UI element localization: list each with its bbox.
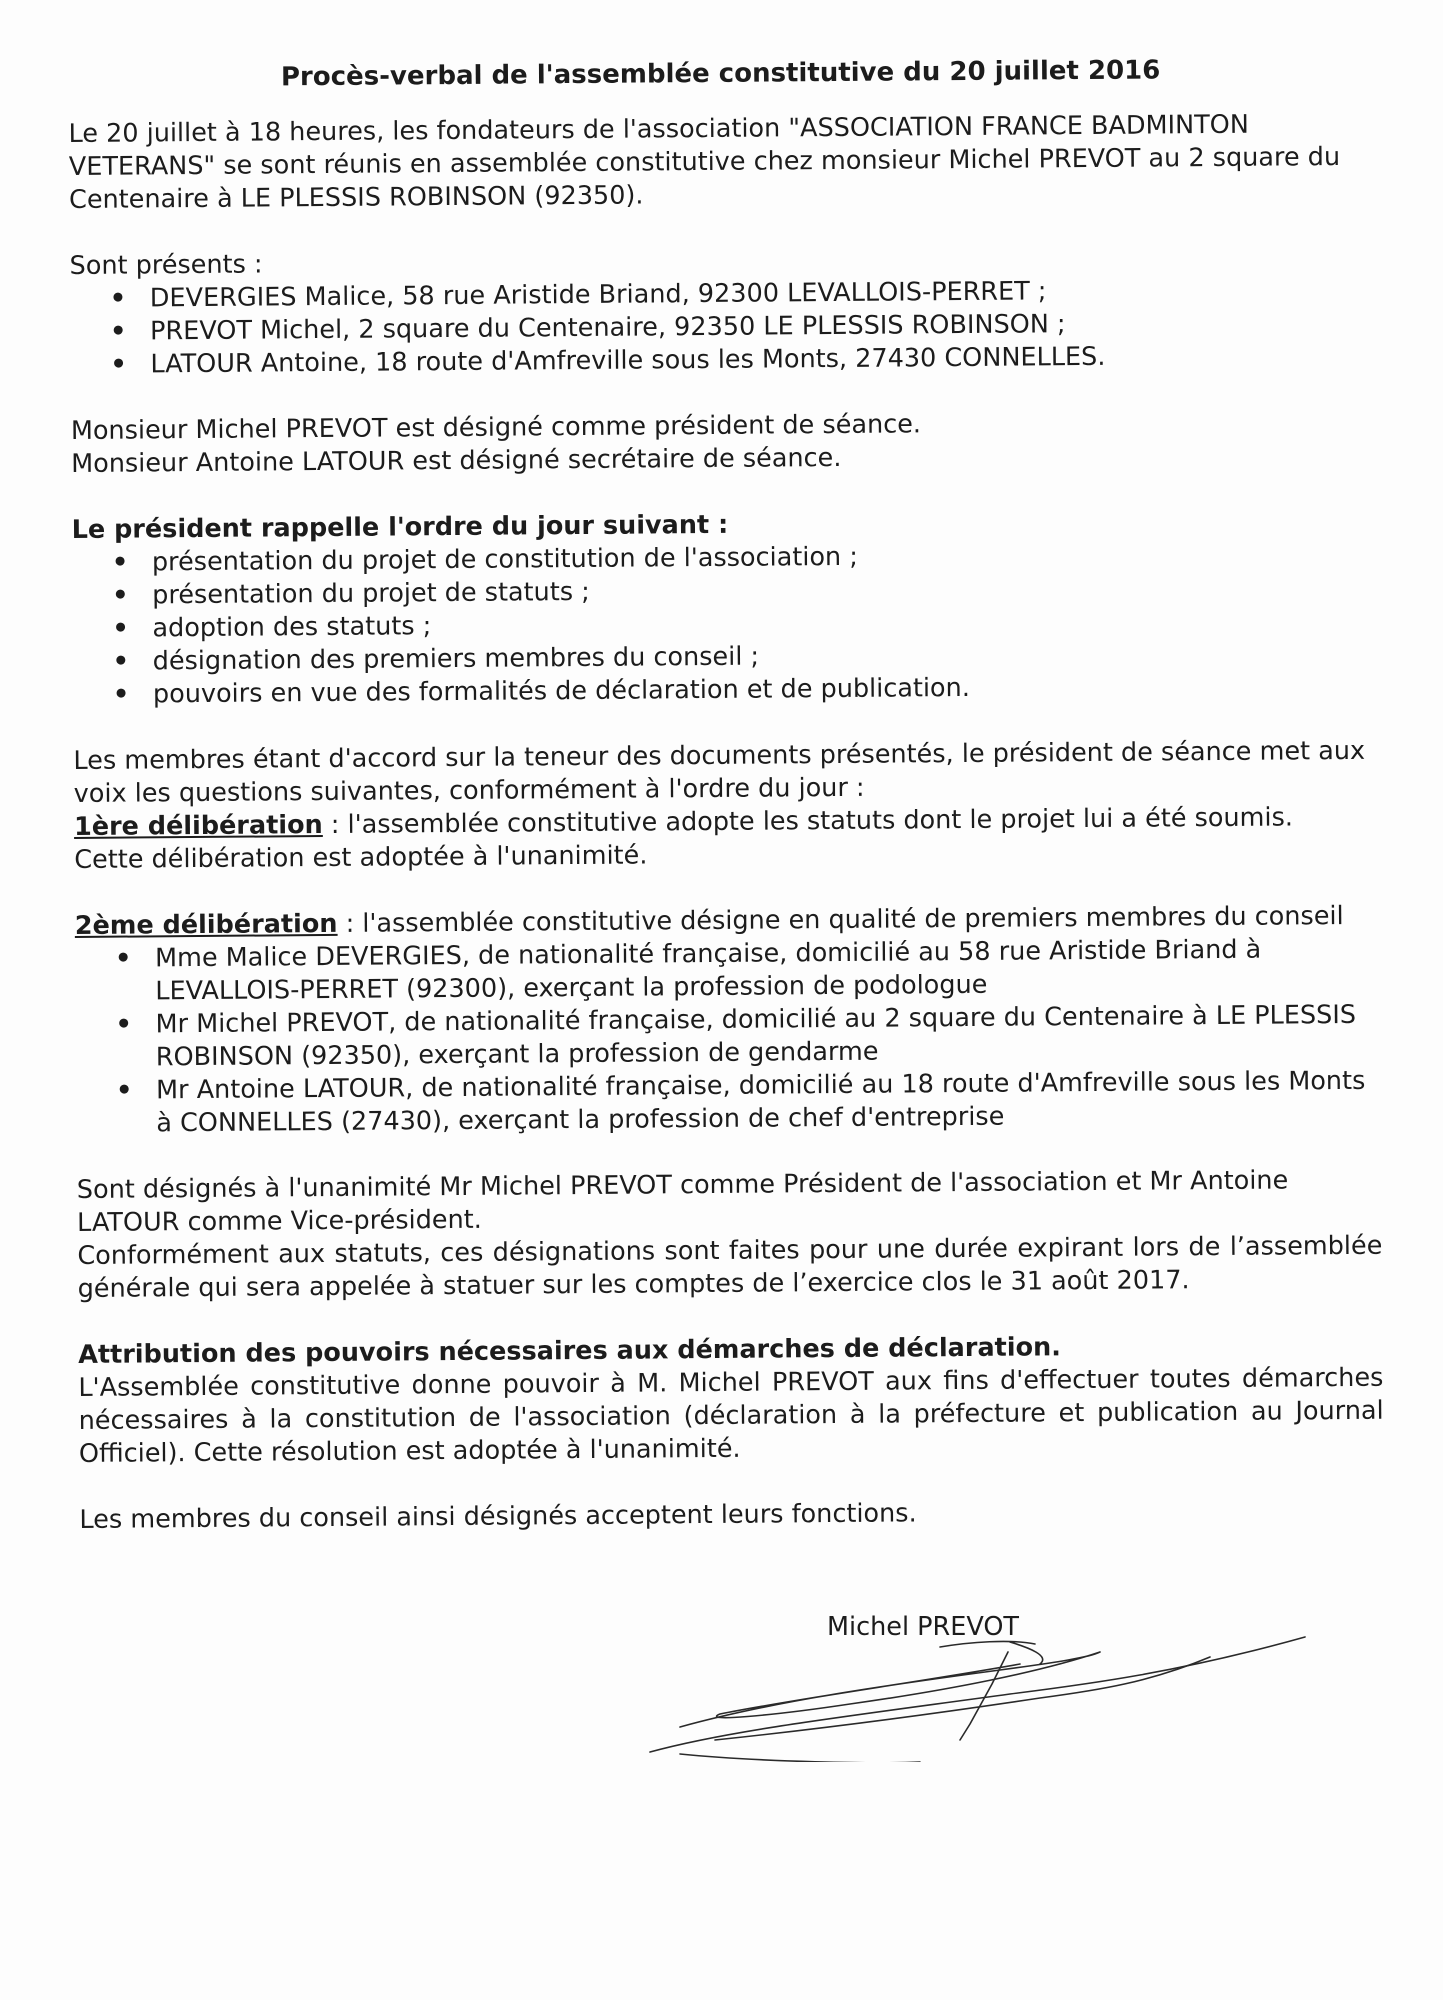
- list-item: • DEVERGIES Malice, 58 rue Aristide Briand, 92300 LEVALLOIS-PERRET ;: [70, 273, 1375, 316]
- deliberation-2-label: 2ème délibération: [74, 908, 338, 941]
- agenda-list: [72, 537, 1378, 712]
- list-item: • Mr Michel PREVOT, de nationalité française, domicilié au 2 square du Centenaire à LE PLESSIS ROBINSON (92350), exerçant la profession de gendarme: [75, 999, 1380, 1075]
- agenda-heading: Le président rappelle l'ordre du jour suivant :: [71, 509, 729, 545]
- handwritten-signature: [620, 1612, 1320, 1762]
- deliberation-1-text: : l'assemblée constitutive adopte les statuts dont le projet lui a été soumis.: [322, 802, 1294, 841]
- deliberation-1-result: Cette délibération est adoptée à l'unanimité.: [74, 840, 648, 875]
- list-item: • présentation du projet de constitution de l'association ;: [72, 537, 1377, 580]
- list-item: • Mr Antoine LATOUR, de nationalité française, domicilié au 18 route d'Amfreville sous les Monts à CONNELLES (27430), exerçant la profession de chef d'entreprise: [76, 1065, 1381, 1141]
- signature-block: [620, 1612, 1320, 1762]
- list-item: • adoption des statuts ;: [72, 603, 1377, 646]
- acceptance-line: Les membres du conseil ainsi désignés acceptent leurs fonctions.: [79, 1498, 917, 1535]
- secretary-line: Monsieur Antoine LATOUR est désigné secrétaire de séance.: [71, 442, 842, 479]
- powers-paragraph: L'Assemblée constitutive donne pouvoir à M. Michel PREVOT aux fins d'effectuer toutes démarches nécessaires à la constitution de l'association (déclaration à la préfecture et publication au Journal Officiel). Cette résolution est adoptée à l'unanimité.: [78, 1362, 1384, 1469]
- document-title: Procès-verbal de l'assemblée constitutive du 20 juillet 2016: [280, 55, 1161, 93]
- list-item: • LATOUR Antoine, 18 route d'Amfreville sous les Monts, 27430 CONNELLES.: [70, 339, 1375, 382]
- designation-paragraph: Sont désignés à l'unanimité Mr Michel PREVOT comme Président de l'association et Mr Antoine LATOUR comme Vice-président.: [76, 1165, 1289, 1238]
- list-item: • pouvoirs en vue des formalités de déclaration et de publication.: [73, 669, 1378, 712]
- deliberation-1-label: 1ère délibération: [73, 810, 323, 842]
- members-list: [75, 933, 1382, 1141]
- present-list: [70, 273, 1376, 382]
- list-item: • désignation des premiers membres du conseil ;: [73, 636, 1378, 679]
- intro-paragraph: Le 20 juillet à 18 heures, les fondateurs de l'association "ASSOCIATION FRANCE BADMINTON VETERANS" se sont réunis en assemblée constitutive chez monsieur Michel PREVOT au 2 square du Centenaire à LE PLESSIS ROBINSON (92350).: [68, 109, 1341, 215]
- statutes-note: Conformément aux statuts, ces désignations sont faites pour une durée expirant lors de l’assemblée générale qui sera appelée à statuer sur les comptes de l’exercice clos le 31 août 2017.: [77, 1230, 1383, 1304]
- vote-intro: Les membres étant d'accord sur la teneur des documents présentés, le président de séance met aux voix les questions suivantes, conformément à l'ordre du jour :: [73, 735, 1366, 809]
- list-item: • présentation du projet de statuts ;: [72, 570, 1377, 613]
- signer-name: Michel PREVOT: [827, 1612, 1019, 1642]
- powers-heading: Attribution des pouvoirs nécessaires aux démarches de déclaration.: [78, 1332, 1062, 1370]
- president-line: Monsieur Michel PREVOT est désigné comme président de séance.: [70, 409, 922, 446]
- list-item: • Mme Malice DEVERGIES, de nationalité française, domicilié au 58 rue Aristide Briand à LEVALLOIS-PERRET (92300), exerçant la profession de podologue: [75, 933, 1380, 1009]
- present-heading: Sont présents :: [69, 249, 263, 281]
- deliberation-2-text: : l'assemblée constitutive désigne en qualité de premiers membres du conseil: [337, 901, 1344, 939]
- document-body: [68, 52, 1385, 1537]
- list-item: • PREVOT Michel, 2 square du Centenaire, 92350 LE PLESSIS ROBINSON ;: [70, 306, 1375, 349]
